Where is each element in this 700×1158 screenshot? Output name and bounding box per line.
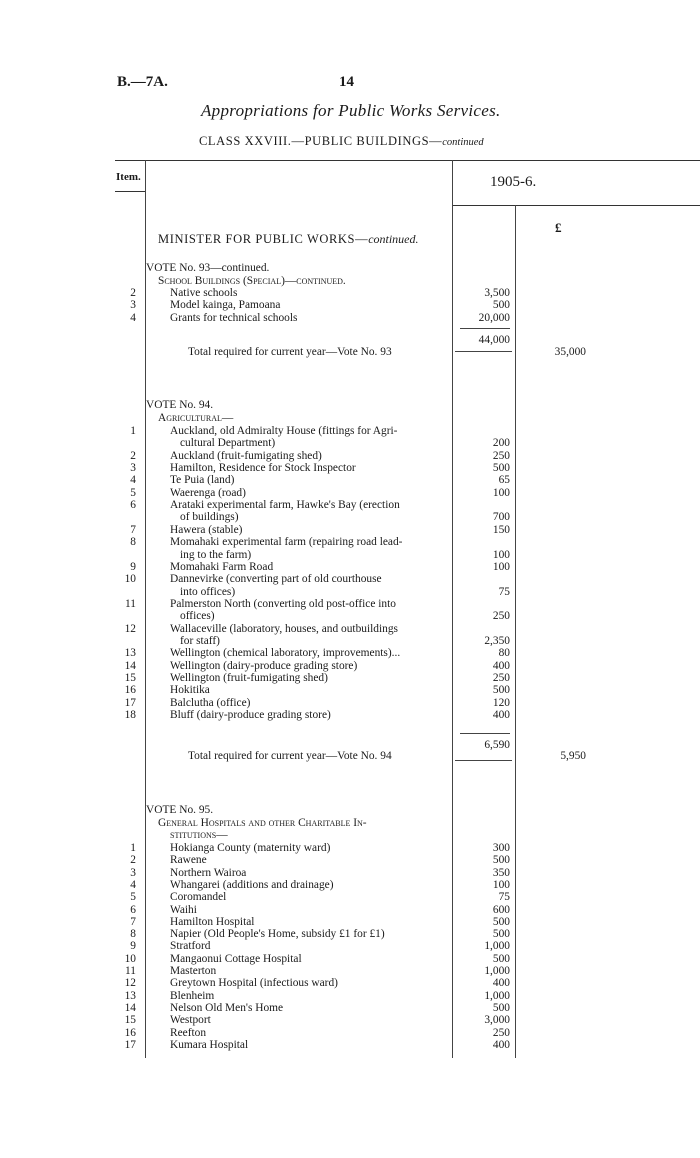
- table-row: [0, 842, 700, 855]
- item-amount: 500: [492, 684, 510, 697]
- item-amount: 150: [492, 523, 510, 536]
- item-description: Stratford: [170, 940, 211, 953]
- item-description: Auckland (fruit-fumigating shed): [170, 449, 322, 462]
- item-description: Palmerston North (converting old post-office into: [170, 597, 396, 610]
- item-amount: 700: [492, 511, 510, 524]
- item-column-header: Item.: [116, 171, 141, 183]
- table-row: [0, 1027, 700, 1040]
- vote-94-subtotal: 6,590: [484, 739, 510, 751]
- item-number: 10: [124, 573, 136, 586]
- item-number: 12: [124, 622, 136, 635]
- item-description: Momahaki Farm Road: [170, 560, 274, 573]
- item-number: 9: [130, 940, 136, 953]
- item-amount: 250: [492, 449, 510, 462]
- table-row: [0, 536, 700, 549]
- table-row: [0, 287, 700, 300]
- item-description: into offices): [180, 585, 236, 598]
- item-amount: 400: [492, 977, 510, 990]
- item-number: 16: [124, 684, 136, 697]
- item-description: Auckland, old Admiralty House (fittings for Agri-: [170, 425, 398, 437]
- table-row: [0, 928, 700, 941]
- vote-93-total: 35,000: [554, 346, 586, 358]
- item-amount: 1,000: [484, 989, 510, 1002]
- item-number: 18: [124, 709, 136, 722]
- vote-93-subheading: School Buildings (Special)—continued.: [158, 275, 346, 287]
- item-description: Momahaki experimental farm (repairing road lead-: [170, 536, 403, 549]
- vote-94-subheading-row: [0, 412, 700, 425]
- item-description: Bluff (dairy-produce grading store): [170, 709, 331, 722]
- table-row: [0, 499, 700, 512]
- item-number: 5: [130, 486, 136, 499]
- item-amount: 600: [492, 903, 510, 916]
- item-amount: 500: [492, 854, 510, 867]
- item-number: 14: [124, 659, 136, 672]
- item-amount: 500: [492, 915, 510, 928]
- item-description: Hawera (stable): [170, 523, 243, 536]
- page-title: Appropriations for Public Works Services.: [201, 101, 501, 120]
- item-number: 12: [124, 977, 136, 990]
- item-amount: 250: [492, 672, 510, 684]
- table-row: [0, 904, 700, 917]
- item-number: 1: [130, 425, 136, 437]
- table-row: [0, 854, 700, 867]
- item-header-rule: [115, 191, 145, 192]
- item-amount: 100: [492, 486, 510, 499]
- item-description: Native schools: [170, 287, 238, 299]
- table-row: [0, 623, 700, 636]
- table-row: [0, 511, 700, 524]
- item-description: Wellington (dairy-produce grading store): [170, 659, 358, 672]
- class-heading-main: CLASS XXVIII.—PUBLIC BUILDINGS—: [199, 134, 443, 148]
- table-row: [0, 1039, 700, 1052]
- table-row: [0, 977, 700, 990]
- item-amount: 3,500: [484, 287, 510, 299]
- vote-94-total: 5,950: [560, 750, 586, 762]
- vote-94-total-row: [0, 750, 700, 763]
- item-number: 2: [130, 287, 136, 299]
- item-description: Wellington (chemical laboratory, improvements)...: [170, 647, 401, 660]
- item-amount: 500: [492, 299, 510, 312]
- item-description: Nelson Old Men's Home: [170, 1001, 284, 1014]
- item-amount: 100: [492, 560, 510, 573]
- item-number: 3: [130, 866, 136, 879]
- vote-93-subtotal: 44,000: [478, 334, 510, 346]
- item-amount: 75: [498, 585, 510, 598]
- item-amount: 500: [492, 928, 510, 941]
- minister-heading-continued: continued.: [368, 232, 419, 246]
- item-amount: 3,000: [484, 1014, 510, 1027]
- item-amount: 400: [492, 709, 510, 722]
- table-row: [0, 561, 700, 574]
- minister-heading: [158, 232, 419, 247]
- item-number: 8: [130, 928, 136, 941]
- vote-94-heading-row: [0, 399, 700, 412]
- item-description: Wellington (fruit-fumigating shed): [170, 672, 328, 684]
- vote-94-subtotal-rule: [460, 733, 510, 734]
- item-number: 6: [130, 903, 136, 916]
- item-amount: 1,000: [484, 940, 510, 953]
- table-row: [0, 586, 700, 599]
- item-description: Hokianga County (maternity ward): [170, 842, 331, 854]
- vote-93-subtotal-rule: [460, 328, 510, 329]
- item-number: 7: [130, 523, 136, 536]
- item-amount: 250: [492, 610, 510, 623]
- item-number: 4: [130, 311, 136, 324]
- vote-93-heading: VOTE No. 93—continued.: [146, 262, 270, 274]
- item-number: 17: [124, 696, 136, 709]
- vote-94-heading: VOTE No. 94.: [146, 399, 214, 411]
- item-amount: 250: [492, 1026, 510, 1039]
- table-row: [0, 437, 700, 450]
- item-number: 13: [124, 647, 136, 660]
- item-number: 14: [124, 1001, 136, 1014]
- item-description: for staff): [180, 634, 220, 647]
- table-row: [0, 312, 700, 325]
- item-number: 13: [124, 989, 136, 1002]
- vote-94-subheading: Agricultural—: [158, 412, 234, 424]
- item-amount: 20,000: [478, 311, 510, 324]
- item-description: Hokitika: [170, 684, 210, 697]
- item-number: 15: [124, 1014, 136, 1027]
- table-row: [0, 450, 700, 463]
- item-description: Westport: [170, 1014, 211, 1027]
- year-header-rule: [452, 205, 700, 206]
- item-description: Napier (Old People's Home, subsidy £1 for £1): [170, 928, 385, 941]
- table-row: [0, 940, 700, 953]
- table-row: [0, 660, 700, 673]
- table-row: [0, 891, 700, 904]
- item-number: 3: [130, 462, 136, 475]
- item-amount: 75: [498, 891, 510, 904]
- table-row: [0, 299, 700, 312]
- currency-symbol: £: [555, 220, 562, 235]
- table-row: [0, 487, 700, 500]
- table-row: [0, 684, 700, 697]
- vote-93-heading-row: [0, 262, 700, 275]
- item-amount: 200: [492, 437, 510, 450]
- item-description: Dannevirke (converting part of old courthouse: [170, 573, 382, 586]
- item-description: Hamilton Hospital: [170, 915, 255, 928]
- item-number: 9: [130, 560, 136, 573]
- item-number: 7: [130, 915, 136, 928]
- table-row: [0, 524, 700, 537]
- table-row: [0, 953, 700, 966]
- page-number: 14: [339, 74, 354, 90]
- item-description: Balclutha (office): [170, 696, 251, 709]
- table-row: [0, 647, 700, 660]
- item-number: 2: [130, 449, 136, 462]
- vote-95-heading: VOTE No. 95.: [146, 804, 214, 816]
- item-amount: 80: [498, 647, 510, 660]
- item-amount: 120: [492, 696, 510, 709]
- table-row: [0, 610, 700, 623]
- item-description: Mangaonui Cottage Hospital: [170, 952, 302, 965]
- table-row: [0, 474, 700, 487]
- table-row: [0, 1014, 700, 1027]
- item-amount: 500: [492, 1001, 510, 1014]
- minister-heading-main: MINISTER FOR PUBLIC WORKS—: [158, 232, 369, 246]
- item-number: 3: [130, 299, 136, 312]
- table-row: [0, 549, 700, 562]
- item-amount: 350: [492, 866, 510, 879]
- item-number: 4: [130, 474, 136, 487]
- vote-95-subheading-2: stitutions—: [170, 829, 228, 841]
- vote-93-total-row: [0, 346, 700, 359]
- item-amount: 1,000: [484, 965, 510, 977]
- document-reference: B.—7A.: [117, 74, 168, 90]
- item-number: 10: [124, 952, 136, 965]
- item-description: Coromandel: [170, 891, 227, 904]
- item-number: 6: [130, 499, 136, 512]
- item-number: 11: [125, 965, 136, 977]
- item-number: 1: [130, 842, 136, 854]
- table-row: [0, 462, 700, 475]
- item-description: Masterton: [170, 965, 217, 977]
- year-header: 1905-6.: [490, 174, 537, 190]
- vote-95-heading-row: [0, 804, 700, 817]
- item-description: Model kainga, Pamoana: [170, 299, 281, 312]
- vote-93-total-label: Total required for current year—Vote No. 93: [188, 346, 392, 358]
- vote-94-total-label: Total required for current year—Vote No. 94: [188, 750, 392, 762]
- class-heading-continued: continued: [442, 137, 484, 148]
- table-row: [0, 916, 700, 929]
- item-description: Wallaceville (laboratory, houses, and outbuildings: [170, 622, 398, 635]
- table-row: [0, 635, 700, 648]
- table-row: [0, 965, 700, 978]
- item-amount: 400: [492, 659, 510, 672]
- table-row: [0, 672, 700, 685]
- item-amount: 65: [498, 474, 510, 487]
- table-row: [0, 425, 700, 438]
- item-number: 2: [130, 854, 136, 867]
- table-top-rule: [115, 160, 700, 161]
- table-row: [0, 598, 700, 611]
- item-amount: 500: [492, 462, 510, 475]
- item-description: Greytown Hospital (infectious ward): [170, 977, 338, 990]
- item-description: Arataki experimental farm, Hawke's Bay (erection: [170, 499, 400, 512]
- vote-95-subheading-row-2: [0, 829, 700, 842]
- item-amount: 100: [492, 878, 510, 891]
- item-description: Waerenga (road): [170, 486, 246, 499]
- item-amount: 100: [492, 548, 510, 561]
- item-amount: 300: [492, 842, 510, 854]
- item-description: Whangarei (additions and drainage): [170, 878, 334, 891]
- item-description: Northern Wairoa: [170, 866, 247, 879]
- table-row: [0, 1002, 700, 1015]
- item-number: 11: [125, 597, 136, 610]
- table-row: [0, 879, 700, 892]
- item-description: Blenheim: [170, 989, 215, 1002]
- item-number: 4: [130, 878, 136, 891]
- item-amount: 400: [492, 1038, 510, 1051]
- table-row: [0, 573, 700, 586]
- item-description: cultural Department): [180, 437, 276, 450]
- item-amount: 2,350: [484, 634, 510, 647]
- item-number: 16: [124, 1026, 136, 1039]
- item-description: Hamilton, Residence for Stock Inspector: [170, 462, 356, 475]
- item-description: offices): [180, 610, 215, 623]
- item-description: of buildings): [180, 511, 239, 524]
- item-description: Reefton: [170, 1026, 207, 1039]
- item-description: Grants for technical schools: [170, 311, 298, 324]
- item-description: Waihi: [170, 903, 197, 916]
- item-number: 8: [130, 536, 136, 549]
- item-amount: 500: [492, 952, 510, 965]
- item-number: 17: [124, 1038, 136, 1051]
- item-description: ing to the farm): [180, 548, 252, 561]
- item-description: Kumara Hospital: [170, 1038, 249, 1051]
- table-row: [0, 709, 700, 722]
- item-number: 15: [124, 672, 136, 684]
- class-heading: [199, 134, 484, 149]
- vote-95-subheading-1: General Hospitals and other Charitable In-: [158, 817, 367, 829]
- table-row: [0, 867, 700, 880]
- item-number: 5: [130, 891, 136, 904]
- item-description: Te Puia (land): [170, 474, 235, 487]
- table-row: [0, 697, 700, 710]
- table-row: [0, 990, 700, 1003]
- item-description: Rawene: [170, 854, 207, 867]
